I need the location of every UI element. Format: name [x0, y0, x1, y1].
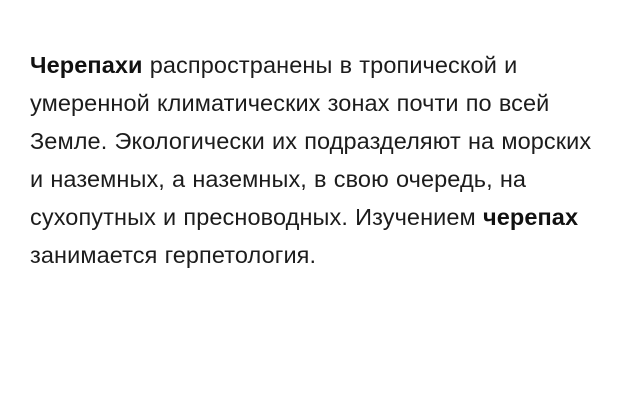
paragraph-text-run: распространены в тропической и умеренной климатических зонах почти по всей Земле. Экологически их подразделяют на морских и наземных, а наземных, в свою очередь, на сухопутных и пресноводных. Изучением — [30, 51, 592, 230]
paragraph-bold-run: Черепахи — [30, 51, 143, 78]
paragraph-text-run: занимается герпетология. — [30, 241, 317, 268]
paragraph-bold-run: черепах — [482, 203, 579, 230]
body-paragraph — [30, 46, 600, 274]
